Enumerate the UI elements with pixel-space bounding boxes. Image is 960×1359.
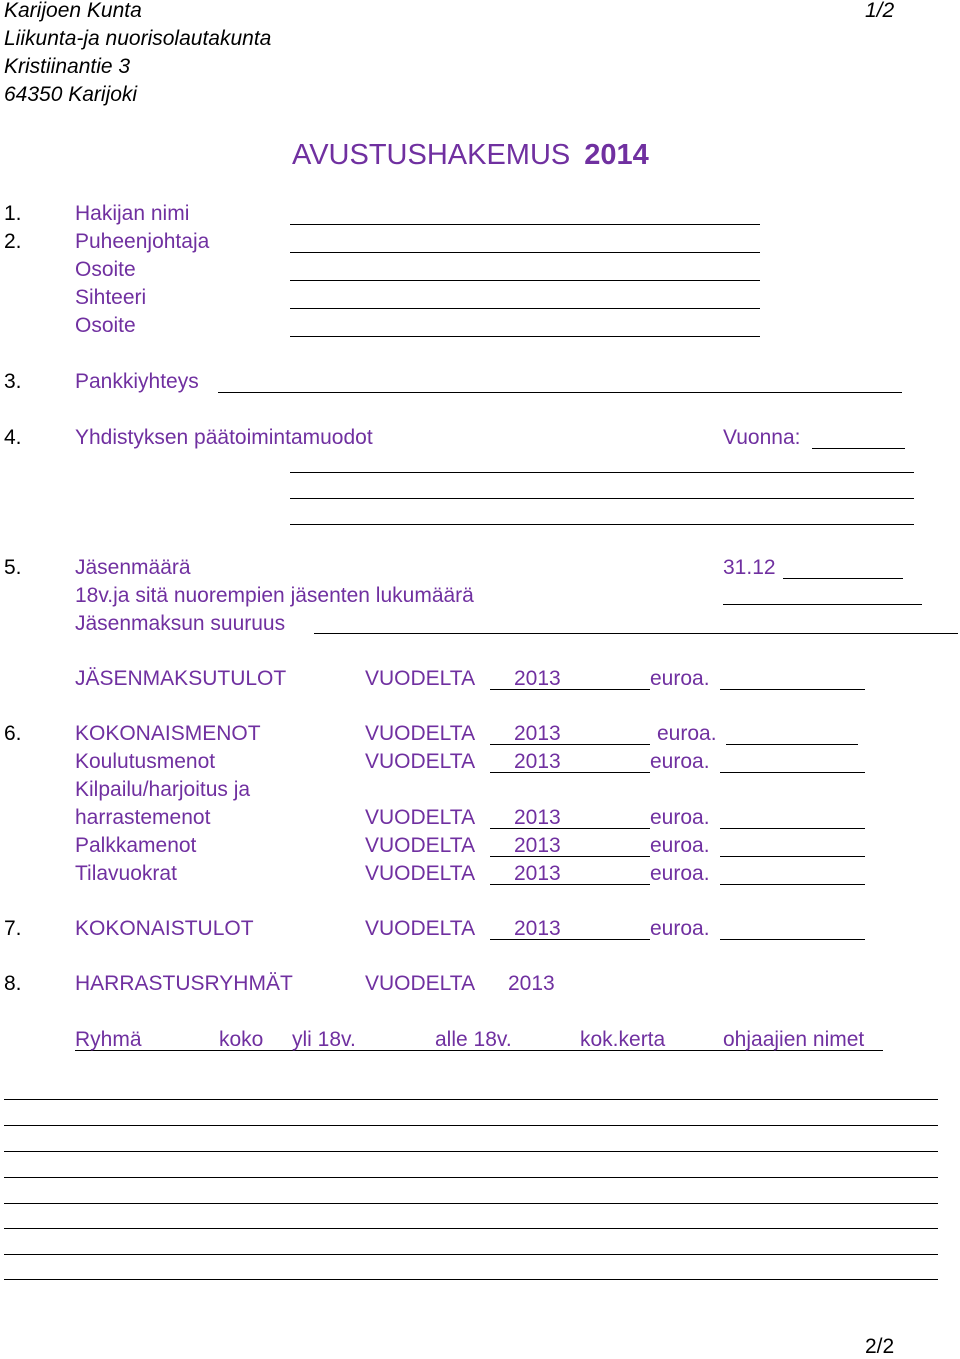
salary-expenses-year: 2013 [514,834,561,857]
group-row-line-4[interactable] [4,1177,938,1178]
members-date: 31.12 [723,556,776,579]
column-over-18: yli 18v. [292,1028,356,1051]
salary-expenses-label: Palkkamenot [75,834,197,857]
secretary-address-label: Osoite [75,314,136,337]
rent-expenses-year-underline [490,884,650,885]
bank-label: Pankkiyhteys [75,370,199,393]
competition-expenses-label-1: Kilpailu/harjoitus ja [75,778,251,801]
membership-fee-label: Jäsenmaksun suuruus [75,612,286,635]
organization-name: Karijoen Kunta [4,0,142,22]
total-income-euroa: euroa. [650,917,710,940]
chair-address-field[interactable] [290,280,760,281]
rent-expenses-label: Tilavuokrat [75,862,177,885]
membership-income-vuodelta: VUODELTA [365,667,476,690]
activities-line-1[interactable] [290,472,914,473]
secretary-field[interactable] [290,308,760,309]
total-expenses-year: 2013 [514,722,561,745]
training-expenses-vuodelta: VUODELTA [365,750,476,773]
youth-members-label: 18v.ja sitä nuorempien jäsenten lukumäärä [75,584,474,607]
page-title [292,138,649,172]
secretary-label: Sihteeri [75,286,147,309]
salary-expenses-vuodelta: VUODELTA [365,834,476,857]
column-under-18: alle 18v. [435,1028,512,1051]
rent-expenses-vuodelta: VUODELTA [365,862,476,885]
street-address: Kristiinantie 3 [4,55,131,78]
column-group: Ryhmä [75,1028,142,1051]
rent-expenses-euroa: euroa. [650,862,710,885]
chair-address-label: Osoite [75,258,136,281]
total-expenses-vuodelta: VUODELTA [365,722,476,745]
group-row-line-1[interactable] [4,1099,938,1100]
hobby-groups-year: 2013 [508,972,555,995]
membership-fee-field[interactable] [314,633,958,634]
competition-expenses-euroa: euroa. [650,806,710,829]
hobby-groups-label: HARRASTUSRYHMÄT [75,972,293,995]
section-1-number: 1. [4,202,22,225]
column-sessions: kok.kerta [580,1028,666,1051]
activities-label: Yhdistyksen päätoimintamuodot [75,426,373,449]
total-expenses-year-underline [490,744,650,745]
activities-year-label: Vuonna: [723,426,801,449]
page-number-top: 1/2 [865,0,895,22]
total-expenses-euroa: euroa. [657,722,717,745]
group-row-line-2[interactable] [4,1125,938,1126]
total-income-field[interactable] [720,939,865,940]
salary-expenses-euroa: euroa. [650,834,710,857]
section-7-number: 7. [4,917,22,940]
membership-income-field[interactable] [720,689,865,690]
postal-address: 64350 Karijoki [4,83,138,106]
competition-expenses-year: 2013 [514,806,561,829]
training-expenses-year: 2013 [514,750,561,773]
section-8-number: 8. [4,972,22,995]
training-expenses-field[interactable] [720,772,865,773]
title-text: AVUSTUSHAKEMUS [292,139,571,171]
membership-income-year: 2013 [514,667,561,690]
salary-expenses-field[interactable] [720,856,865,857]
chair-field[interactable] [290,252,760,253]
section-4-number: 4. [4,426,22,449]
section-6-number: 6. [4,722,22,745]
secretary-address-field[interactable] [290,336,760,337]
section-2-number: 2. [4,230,22,253]
section-5-number: 5. [4,556,22,579]
bank-field[interactable] [218,392,902,393]
chair-label: Puheenjohtaja [75,230,210,253]
salary-expenses-year-underline [490,856,650,857]
competition-expenses-label-2: harrastemenot [75,806,211,829]
column-size: koko [219,1028,264,1051]
group-row-line-7[interactable] [4,1254,938,1255]
members-label: Jäsenmäärä [75,556,191,579]
membership-income-label: JÄSENMAKSUTULOT [75,667,287,690]
applicant-name-label: Hakijan nimi [75,202,190,225]
membership-income-year-underline [490,689,650,690]
total-income-label: KOKONAISTULOT [75,917,254,940]
training-expenses-year-underline [490,772,650,773]
applicant-name-field[interactable] [290,224,760,225]
group-row-line-8[interactable] [4,1279,938,1280]
department-name: Liikunta-ja nuorisolautakunta [4,27,272,50]
membership-income-euroa: euroa. [650,667,710,690]
page-number-bottom: 2/2 [865,1335,895,1358]
column-instructors: ohjaajien nimet [723,1028,865,1051]
total-income-year-underline [490,939,650,940]
hobby-groups-vuodelta: VUODELTA [365,972,476,995]
competition-expenses-field[interactable] [720,828,865,829]
activities-year-field[interactable] [812,448,905,449]
group-row-line-6[interactable] [4,1228,938,1229]
competition-expenses-vuodelta: VUODELTA [365,806,476,829]
training-expenses-label: Koulutusmenot [75,750,216,773]
total-income-year: 2013 [514,917,561,940]
activities-line-3[interactable] [290,524,914,525]
group-row-line-3[interactable] [4,1151,938,1152]
youth-members-field[interactable] [723,604,922,605]
group-row-line-5[interactable] [4,1203,938,1204]
competition-expenses-year-underline [490,828,650,829]
rent-expenses-year: 2013 [514,862,561,885]
section-3-number: 3. [4,370,22,393]
members-count-field[interactable] [783,578,903,579]
total-expenses-label: KOKONAISMENOT [75,722,261,745]
title-year: 2014 [584,139,649,171]
total-income-vuodelta: VUODELTA [365,917,476,940]
training-expenses-euroa: euroa. [650,750,710,773]
activities-line-2[interactable] [290,498,914,499]
total-expenses-field[interactable] [726,744,858,745]
rent-expenses-field[interactable] [720,884,865,885]
